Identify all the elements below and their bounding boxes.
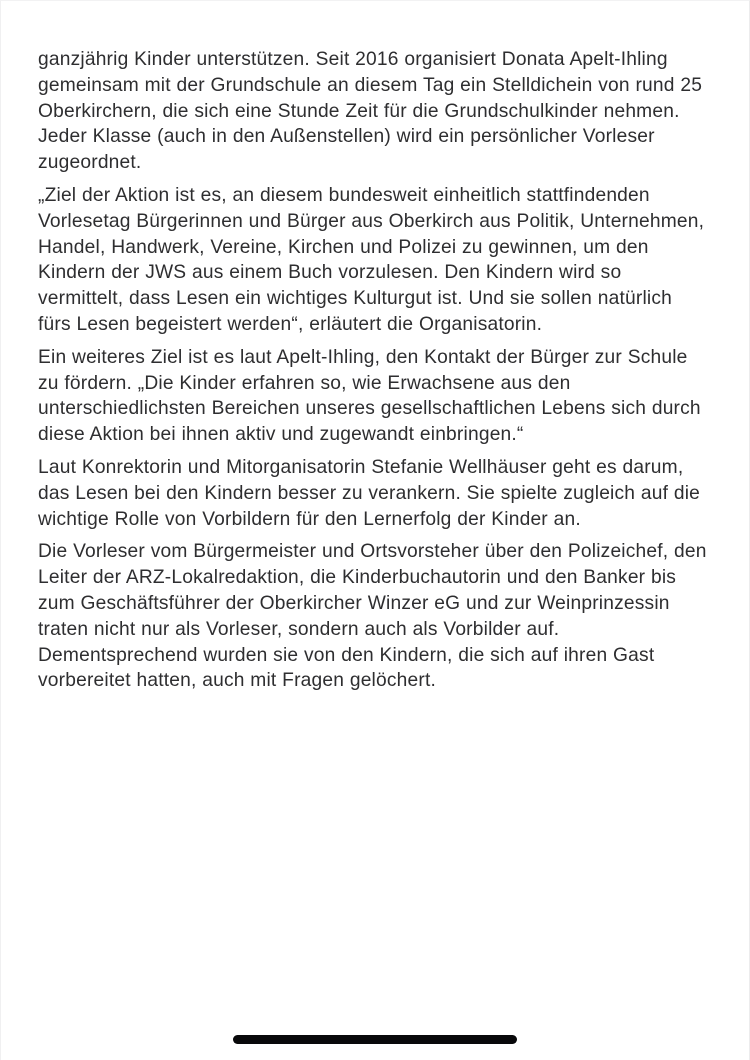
article-paragraph: Die Vorleser vom Bürgermeister und Ortsvorsteher über den Polizeichef, den Leiter der ARZ-Lokalredaktion, die Kinderbuchautorin und den Banker bis zum Geschäftsführer der Oberkircher Winzer eG und zur Weinprinzessin traten nicht nur als Vorleser, sondern auch als Vorbilder auf. Dementsprechend wurden sie von den Kindern, die sich auf ihren Gast vorbereitet hatten, auch mit Fragen gelöchert.: [38, 541, 707, 692]
home-indicator[interactable]: [233, 1035, 517, 1044]
article-paragraph: „Ziel der Aktion ist es, an diesem bundesweit einheitlich stattfindenden Vorlesetag Bürgerinnen und Bürger aus Oberkirch aus Politik, Unternehmen, Handel, Handwerk, Vereine, Kirchen und Polizei zu gewinnen, um den Kindern der JWS aus einem Buch vorzulesen. Den Kindern wird so vermittelt, dass Lesen ein wichtiges Kulturgut ist. Und sie sollen natürlich fürs Lesen begeistert werden“, erläutert die Organisatorin.: [38, 184, 705, 335]
home-indicator-area: [1, 1012, 749, 1060]
article-body: [1, 1, 749, 1012]
article-paragraph: ganzjährig Kinder unterstützen. Seit 2016 organisiert Donata Apelt-Ihling gemeinsam mit der Grundschule an diesem Tag ein Stelldichein von rund 25 Oberkirchern, die sich eine Stunde Zeit für die Grundschulkinder nehmen. Jeder Klasse (auch in den Außenstellen) wird ein persönlicher Vorleser zugeordnet.: [38, 49, 703, 174]
article-paragraph: Laut Konrektorin und Mitorganisatorin Stefanie Wellhäuser geht es darum, das Lesen bei den Kindern besser zu verankern. Sie spielte zugleich auf die wichtige Rolle von Vorbildern für den Lernerfolg der Kinder an.: [38, 456, 701, 530]
article-paragraph: Ein weiteres Ziel ist es laut Apelt-Ihling, den Kontakt der Bürger zur Schule zu fördern. „Die Kinder erfahren so, wie Erwachsene aus den unterschiedlichsten Bereichen unseres gesellschaftlichen Lebens sich durch diese Aktion bei ihnen aktiv und zugewandt einbringen.“: [38, 346, 701, 446]
